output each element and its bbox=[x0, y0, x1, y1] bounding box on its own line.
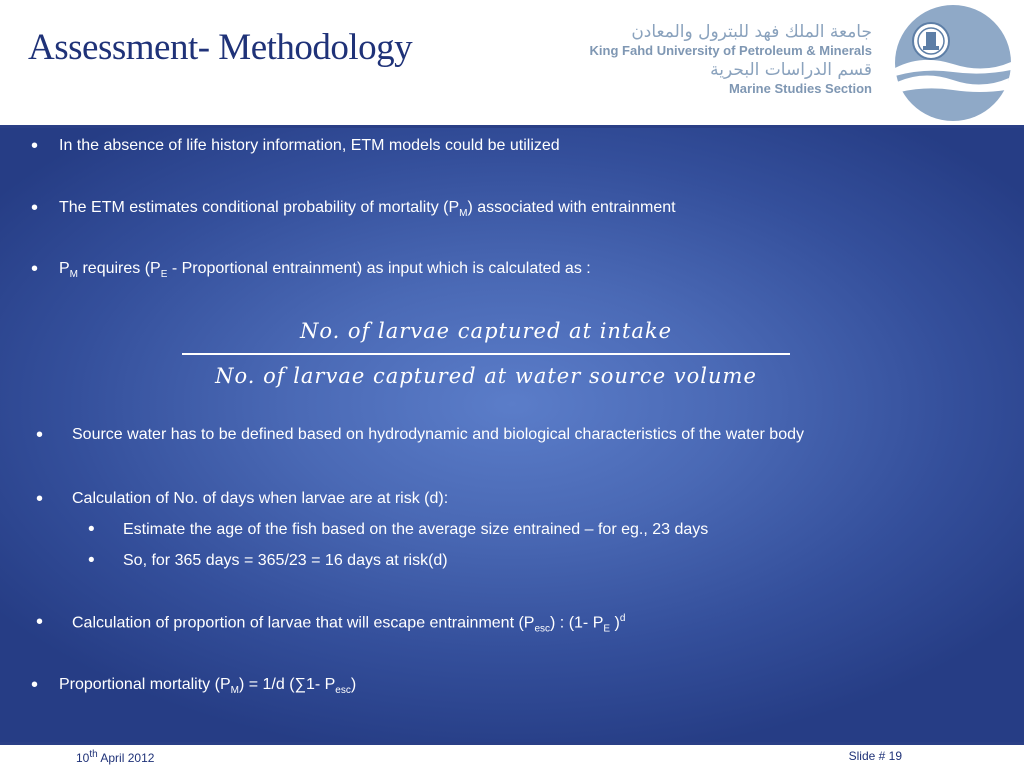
bullet-text: In the absence of life history information, ETM models could be utilized bbox=[59, 137, 560, 154]
bullet-text: Calculation of proportion of larvae that will escape entrainment (P bbox=[72, 614, 535, 632]
bullet-dot: • bbox=[88, 519, 95, 540]
header bbox=[0, 0, 1024, 128]
date-rest: April 2012 bbox=[97, 751, 155, 765]
bullet-text: requires (P bbox=[78, 260, 161, 277]
bullet-text: Calculation of No. of days when larvae are at risk (d): bbox=[72, 490, 449, 507]
logo-english-section: Marine Studies Section bbox=[728, 81, 872, 96]
bullet-dot: • bbox=[36, 424, 44, 446]
bullet-dot: • bbox=[31, 258, 39, 280]
subscript: M bbox=[230, 685, 239, 697]
bullet-text: ) : (1- P bbox=[550, 614, 604, 632]
university-logo-text bbox=[590, 22, 872, 98]
kfupm-emblem-icon bbox=[892, 2, 1014, 124]
bullet-text: P bbox=[59, 260, 70, 277]
formula-denominator: No. of larvae captured at water source volume bbox=[215, 364, 757, 388]
superscript: d bbox=[619, 613, 626, 624]
bullet-source-water bbox=[36, 424, 804, 446]
bullet-text: Estimate the age of the fish based on the average size entrained – for eg., 23 days bbox=[123, 521, 709, 538]
bullet-text: - Proportional entrainment) as input which is calculated as : bbox=[167, 260, 591, 277]
bullet-dot: • bbox=[36, 488, 44, 510]
logo-arabic-university: جامعة الملك فهد للبترول والمعادن bbox=[631, 22, 872, 42]
subscript: E bbox=[603, 623, 611, 635]
footer-slide-number: Slide # 19 bbox=[848, 749, 902, 763]
bullet-etm-estimates bbox=[31, 197, 676, 220]
pe-formula bbox=[182, 316, 790, 391]
subscript: esc bbox=[335, 685, 351, 697]
subscript: E bbox=[160, 269, 168, 281]
bullet-dot: • bbox=[36, 611, 44, 633]
bullet-escape-proportion bbox=[36, 611, 626, 635]
subscript: esc bbox=[534, 623, 551, 635]
footer bbox=[0, 742, 1024, 768]
footer-date bbox=[76, 749, 154, 765]
bullet-text: Source water has to be defined based on hydrodynamic and biological characteristics of the water body bbox=[72, 426, 804, 443]
subbullet-365-days bbox=[88, 550, 448, 571]
bullet-pm-requires bbox=[31, 258, 591, 281]
bullet-text: The ETM estimates conditional probability of mortality (P bbox=[59, 199, 460, 216]
sigma-symbol: ∑ bbox=[294, 676, 306, 693]
bullet-text: ) bbox=[350, 676, 357, 693]
bullet-text: ) = 1/d ( bbox=[238, 676, 295, 693]
fraction-bar bbox=[182, 353, 790, 355]
bullet-text: ) bbox=[610, 614, 620, 632]
bullet-days-at-risk bbox=[36, 488, 449, 510]
bullet-dot: • bbox=[88, 550, 95, 571]
slide-content bbox=[0, 128, 1024, 742]
bullet-dot: • bbox=[31, 135, 39, 157]
logo-english-university: King Fahd University of Petroleum & Minerals bbox=[589, 43, 872, 58]
subbullet-fish-age bbox=[88, 519, 709, 540]
formula-numerator: No. of larvae captured at intake bbox=[299, 319, 673, 343]
date-ordinal: th bbox=[89, 749, 98, 760]
bullet-dot: • bbox=[31, 197, 39, 219]
subscript: M bbox=[69, 269, 79, 281]
bullet-etm-models bbox=[31, 135, 560, 157]
bullet-text: So, for 365 days = 365/23 = 16 days at risk(d) bbox=[123, 552, 448, 569]
date-day: 10 bbox=[76, 751, 90, 765]
bullet-dot: • bbox=[31, 674, 39, 696]
bullet-text: 1- P bbox=[305, 676, 336, 693]
bullet-text: Proportional mortality (P bbox=[59, 676, 231, 693]
slide-title: Assessment- Methodology bbox=[28, 27, 413, 68]
logo-arabic-section: قسم الدراسات البحرية bbox=[710, 60, 872, 80]
bullet-proportional-mortality bbox=[31, 674, 357, 697]
bullet-text: ) associated with entrainment bbox=[467, 199, 676, 216]
subscript: M bbox=[459, 208, 468, 220]
